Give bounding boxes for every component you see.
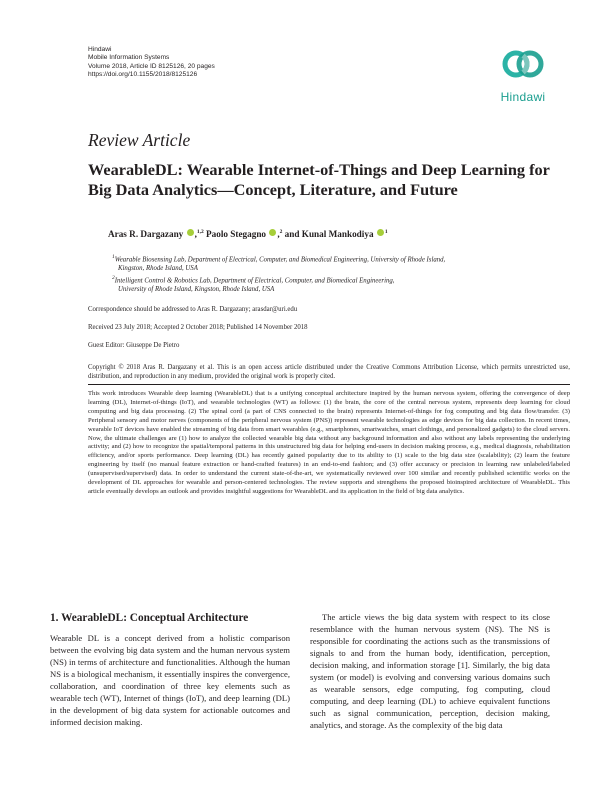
affiliations (112, 253, 552, 296)
author-name: Aras R. Dargazany (108, 229, 184, 240)
doi-link[interactable]: https://doi.org/10.1155/2018/8125126 (88, 71, 198, 79)
body-text-right: The article views the big data system with respect to its close resemblance with the human nervous system (NS). The NS is responsible for coordinating the actions such as the transmissions of signals to and from the human body, identification, perception, decision making, and information storage [1]. Similarly, the big data system (or model) is evolving and conversing various domains such as wearable sensors, edge computing, fog computing, cloud computing, and deep learning (DL) to achieve equivalent functions such as signal communication, perception, decision making, analytics, and storage. As the complexity of the big data (310, 612, 550, 730)
abstract: This work introduces Wearable deep learning (WearableDL) that is a unifying conceptual architecture inspired by the human nervous system, offering the convergence of deep learning (DL), Internet-of-things (IoT), and wearable technologies (WT) as follows: (1) the brain, the core of the central nervous system, represents deep learning for cloud computing and big data processing. (2) The spinal cord (a part of CNS connected to the brain) represents Internet-of-things for fog computing and big data flow/transfer. (3) Peripheral sensory and motor nerves (components of the peripheral nervous system (PNS)) represent wearable technologies as edge devices for big data collection. In recent times, wearable IoT devices have enabled the streaming of big data from smart wearables (e.g., smartphones, smartwatches, smart clothings, and personalized gadgets) to the cloud servers. Now, the ultimate challenges are (1) how to analyze the collected wearable big data without any background information and also without any labels representing the underlying activity; and (2) how to recognize the spatial/temporal patterns in this unstructured big data for helping end-users in decision making process, e.g., medical diagnosis, rehabilitation efficiency, and/or sports performance. Deep learning (DL) has recently gained popularity due to its ability to (1) scale to the big data size (scalability); (2) learn the feature engineering by itself (no manual feature extraction or hand-crafted features) in an end-to-end fashion; and (3) offer accuracy or precision in learning raw unlabeled/labeled (unsupervised/supervised) data. In order to understand the current state-of-the-art, we systematically reviewed over 100 similar and recently published scientific works on the development of DL approaches for wearable and person-centered technologies. The review supports and strengthens the proposed bioinspired architecture of WearableDL. This article eventually develops an outlook and provides insightful suggestions for WearableDL and its application in the field of big data analytics. (88, 390, 570, 495)
hindawi-logo-icon (500, 44, 546, 84)
hindawi-logo (492, 44, 554, 104)
publication-dates: Received 23 July 2018; Accepted 2 October 2018; Published 14 November 2018 (88, 324, 308, 331)
volume-line: Volume 2018, Article ID 8125126, 20 pages (88, 62, 215, 70)
affiliation: $^1$Wearable Biosensing Lab, Department of Electrical, Computer, and Biomedical Engineering, University of Rhode Island, Kingston, Rhode Island, USA (112, 254, 446, 272)
body-text-left: Wearable DL is a concept derived from a holistic comparison between the evolving big data system and the human nervous system (NS) in terms of architecture and functionalities. Although the human NS is a biological mechanism, it essentially inspires the convergence, collaboration, and coordination of three key elements such as wearable tech (WT), Internet of things (IoT), and deep learning (DL) in the development of big data system for actionable outcomes and informed decision making. (50, 633, 290, 727)
affiliation: $^2$Intelligent Control & Robotics Lab, Department of Electrical, Computer, and Biomedical Engineering, University of Rhode Island, Kingston, Rhode Island, USA (112, 275, 395, 294)
orcid-icon[interactable] (377, 229, 384, 236)
orcid-icon[interactable] (187, 229, 194, 236)
author-list: Aras R. Dargazany ,$^{1,2}$ Paolo Stegagno ,$^2$ and Kunal Mankodiya $^1$ (108, 229, 388, 240)
hindawi-logo-text: Hindawi (500, 90, 546, 104)
correspondence: Correspondence should be addressed to Aras R. Dargazany; arasdar@uri.edu (88, 306, 298, 313)
publisher-name: Hindawi (88, 46, 112, 53)
section-heading: 1. WearableDL: Conceptual Architecture (50, 612, 249, 624)
guest-editor: Guest Editor: Giuseppe De Pietro (88, 342, 180, 349)
divider (88, 384, 570, 385)
journal-header (88, 46, 215, 80)
author-name: Kunal Mankodiya (301, 229, 374, 240)
copyright-notice: Copyright © 2018 Aras R. Dargazany et al. This is an open access article distributed under the Creative Commons Attribution License, which permits unrestricted use, distribution, and reproduction in any medium, provided the original work is properly cited. (88, 364, 570, 381)
orcid-icon[interactable] (269, 229, 276, 236)
journal-name: Mobile Information Systems (88, 54, 170, 62)
article-title: WearableDL: Wearable Internet-of-Things and Deep Learning for Big Data Analytics—Concept, Literature, and Future (88, 160, 550, 199)
author-name: Paolo Stegagno (206, 229, 267, 240)
article-type: Review Article (88, 130, 191, 150)
